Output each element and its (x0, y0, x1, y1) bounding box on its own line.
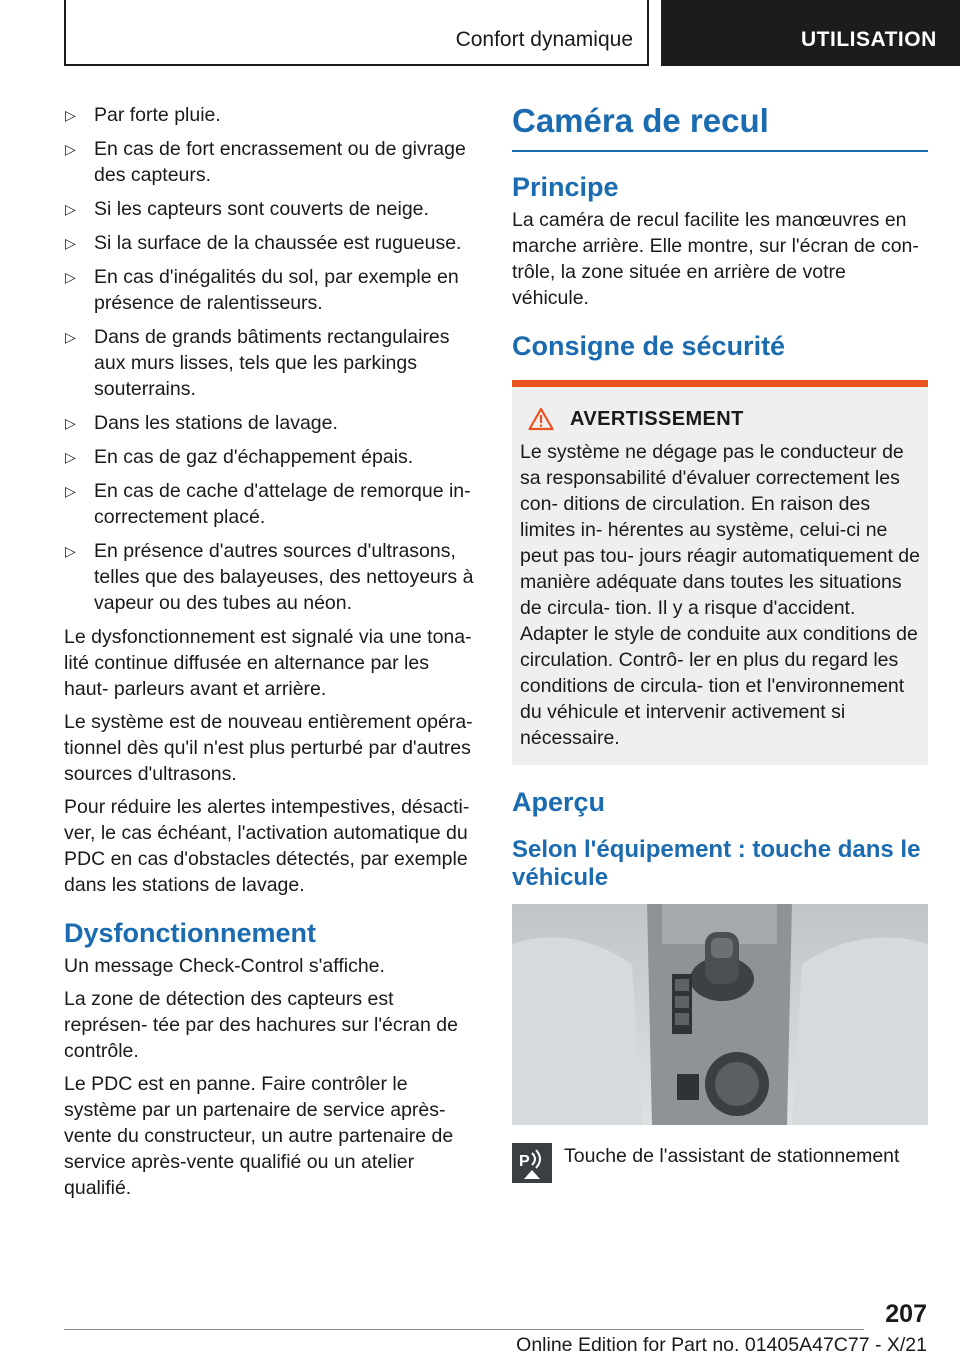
console-illustration (512, 904, 928, 1125)
list-item: ▷ En présence d'autres sources d'ultrasons, telles que des balayeuses, des nettoyeurs à vapeur ou des tubes au néon. (65, 540, 474, 614)
paragraph: Pour réduire les alertes intempestives, désacti- ver, le cas échéant, l'activation automatique du PDC en cas d'obstacles détectés, par exemple dans les stations de lavage. (64, 796, 470, 896)
list-item: ▷ Si la surface de la chaussée est rugueuse. (65, 232, 462, 254)
list-item: ▷ En cas d'inégalités du sol, par exemple en présence de ralentisseurs. (65, 266, 459, 314)
warning-triangle-icon (528, 407, 554, 431)
warning-text: Le système ne dégage pas le conducteur de sa responsabilité d'évaluer correctement les con- ditions de circulation. En raison des limites in- hérentes au système, celui-ci ne peut pas tou- jours réagir automatiquement de manière adéquate dans toutes les situations de circula- tion. Il y a risque d'accident. Adapter le style de conduite aux conditions de circulation. Contrô- ler en plus du regard les conditions de circula- tion et l'environnement du véhicule et intervenir activement si nécessaire. (520, 441, 920, 749)
overview-subheading: Selon l'équipement : touche dans le véhicule (512, 836, 921, 891)
principle-text: La caméra de recul facilite les manœuvres en marche arrière. Elle montre, sur l'écran de con- trôle, la zone située en arrière de votre véhicule. (512, 209, 919, 309)
caption-text: Touche de l'assistant de stationnement (564, 1145, 900, 1167)
triangle-bullet-icon: ▷ (65, 483, 76, 499)
triangle-bullet-icon: ▷ (65, 449, 76, 465)
list-item: ▷ Dans les stations de lavage. (65, 412, 338, 434)
paragraph: Le dysfonctionnement est signalé via une tona- lité continue diffusée en alternance par les haut- parleurs avant et arrière. (64, 626, 472, 700)
page-header (0, 0, 960, 66)
triangle-bullet-icon: ▷ (65, 329, 76, 345)
triangle-bullet-icon: ▷ (65, 269, 76, 285)
page-number: 207 (885, 1300, 927, 1328)
paragraph: Un message Check-Control s'affiche. (64, 955, 385, 977)
triangle-bullet-icon: ▷ (65, 415, 76, 431)
svg-text:P: P (519, 1153, 530, 1170)
header-section-box (64, 0, 649, 66)
triangle-bullet-icon: ▷ (65, 543, 76, 559)
triangle-bullet-icon: ▷ (65, 235, 76, 251)
list-item: ▷ En cas de cache d'attelage de remorque in- correctement placé. (65, 480, 471, 528)
triangle-bullet-icon: ▷ (65, 107, 76, 123)
header-chapter-title: UTILISATION (801, 28, 937, 51)
conditions-list (64, 102, 478, 616)
vehicle-console-image (512, 904, 928, 1125)
footer-edition: Online Edition for Part no. 01405A47C77 - X/21 (516, 1334, 927, 1356)
image-caption (512, 1143, 928, 1183)
safety-heading: Consigne de sécurité (512, 331, 786, 361)
warning-box (512, 380, 928, 765)
triangle-bullet-icon: ▷ (65, 141, 76, 157)
left-column (64, 102, 478, 1208)
list-item: ▷ Par forte pluie. (65, 104, 221, 126)
paragraph: La zone de détection des capteurs est représen- tée par des hachures sur l'écran de contrôle. (64, 988, 458, 1062)
paragraph: Le système est de nouveau entièrement opéra- tionnel dès qu'il n'est plus perturbé par d'autres sources d'ultrasons. (64, 711, 473, 785)
list-item: ▷ En cas de fort encrassement ou de givrage des capteurs. (65, 138, 466, 186)
overview-heading: Aperçu (512, 787, 606, 817)
page-title: Caméra de recul (512, 102, 928, 152)
triangle-bullet-icon: ▷ (65, 201, 76, 217)
parking-assistant-icon (512, 1143, 552, 1183)
footer-divider (64, 1329, 864, 1330)
principle-heading: Principe (512, 172, 619, 202)
header-chapter-box (661, 0, 960, 66)
warning-title (528, 407, 920, 431)
malfunction-heading: Dysfonctionnement (64, 918, 317, 948)
list-item: ▷ Si les capteurs sont couverts de neige. (65, 198, 429, 220)
list-item: ▷ Dans de grands bâtiments rectangulaires aux murs lisses, tels que les parkings souterrains. (65, 326, 450, 400)
paragraph: Le PDC est en panne. Faire contrôler le système par un partenaire de service après-vente du constructeur, un autre partenaire de service après-vente qualifié ou un atelier qualifié. (64, 1073, 454, 1199)
warning-label: AVERTISSEMENT (570, 407, 744, 430)
right-column (512, 102, 928, 1183)
header-section-title: Confort dynamique (455, 28, 633, 51)
list-item: ▷ En cas de gaz d'échappement épais. (65, 446, 414, 468)
